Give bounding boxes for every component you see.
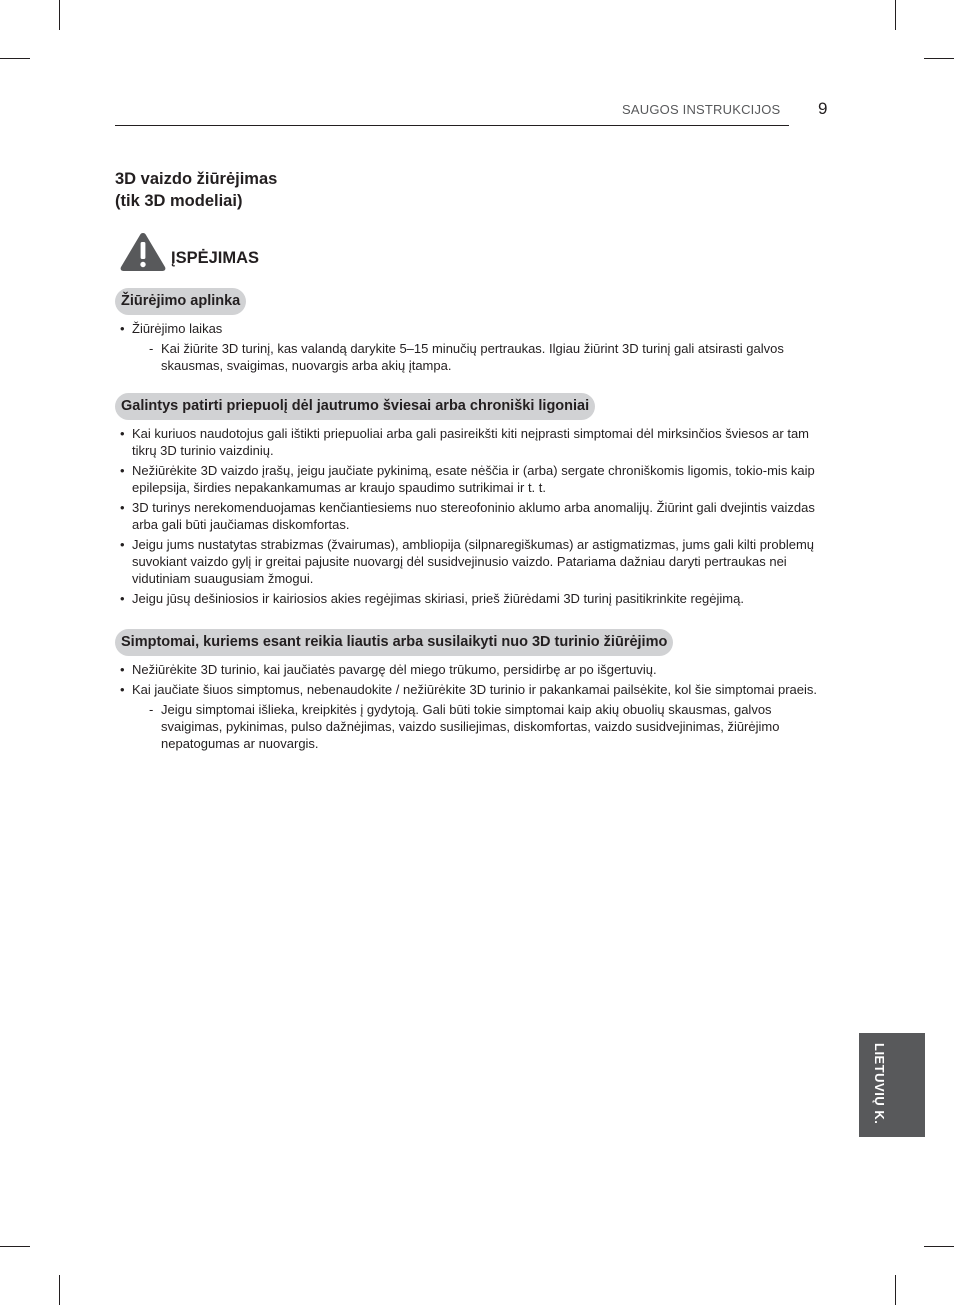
list-item [120,681,830,752]
list-item-text: Jeigu jums nustatytas strabizmas (žvairumas), ambliopija (silpnaregiškumas) ar astigmatizmas, jums gali kilti problemų suvokiant vaizdo gylį ir greitai pajusite nuovargį dėl susidvejinusio vaizdo. Patariama dažniau daryti pertraukas nei vidutiniam suaugusiam žmogui. [132,537,815,586]
crop-mark [924,58,954,59]
list-item-text: 3D turinys nerekomenduojamas kenčiantiesiems nuo stereofoninio aklumo arba anomalijų. Žiūrint gali dvejintis vaizdas arba gali būti jaučiamas diskomfortas. [132,500,815,532]
section-heading-photosensitivity: Galintys patirti priepuolį dėl jautrumo šviesai arba chroniški ligoniai [115,393,595,420]
warning-triangle-icon [119,230,167,272]
crop-mark [59,0,60,30]
crop-mark [59,1275,60,1305]
crop-mark [0,1246,30,1247]
running-header: SAUGOS INSTRUKCIJOS [622,102,781,117]
bullet-icon: • [120,500,125,515]
list-item-text: Žiūrėjimo laikas [132,321,223,336]
sub-item-text: Jeigu simptomai išlieka, kreipkitės į gydytoją. Gali būti tokie simptomai kaip akių obuolių skausmas, galvos svaigimas, pykinimas, pulso dažnėjimas, vaizdo susiliejimas, diskomfortas, vaizdo susidvejinimas, žiūrėjimo nepatogumas ar nuovargis. [161,702,780,751]
list-item-text: Nežiūrėkite 3D turinio, kai jaučiatės pavargę dėl miego trūkumo, persidirbę ar po išgertuvių. [132,662,657,677]
bullet-icon: • [120,591,125,606]
crop-mark [895,0,896,30]
bullet-icon: • [120,662,125,677]
sub-item [132,340,830,374]
bullet-icon: • [120,537,125,552]
crop-mark [924,1246,954,1247]
crop-mark [895,1275,896,1305]
language-tab [859,1033,925,1137]
list-item-text: Kai jaučiate šiuos simptomus, nebenaudokite / nežiūrėkite 3D turinio ir pakankamai pailsėkite, kol šie simptomai praeis. [132,682,818,697]
list-item [120,499,830,533]
section-heading-symptoms: Simptomai, kuriems esant reikia liautis arba susilaikyti nuo 3D turinio žiūrėjimo [115,629,673,656]
section-list-photosensitivity [120,425,830,610]
bullet-icon: • [120,321,125,336]
dash-icon: - [149,702,154,717]
bullet-icon: • [120,463,125,478]
header-divider [115,125,789,126]
page-title-line1: 3D vaizdo žiūrėjimas [115,170,278,188]
sub-item [132,701,830,752]
page-title-line2: (tik 3D modeliai) [115,192,243,210]
warning-label: ĮSPĖJIMAS [171,249,260,267]
list-item [120,462,830,496]
list-item [120,425,830,459]
warning-block [119,230,419,274]
bullet-icon: • [120,426,125,441]
list-item-text: Kai kuriuos naudotojus gali ištikti priepuoliai arba gali pasireikšti kiti neįprasti simptomai dėl mirksinčios šviesos ar tam tikrų 3D turinio vaizdinių. [132,426,810,458]
page-number: 9 [818,99,828,118]
list-item [120,590,830,607]
list-item-text: Nežiūrėkite 3D vaizdo įrašų, jeigu jaučiate pykinimą, esate nėščia ir (arba) sergate chroniškomis ligomis, tokio-mis kaip epilepsija, širdies nepakankamumas ar kraujo spaudimo sutrikimai ir t. t. [132,463,815,495]
section-list-viewing-environment [120,320,830,377]
section-heading-viewing-environment: Žiūrėjimo aplinka [115,288,246,315]
dash-icon: - [149,341,154,356]
list-item [120,661,830,678]
language-tab-label: LIETUVIŲ K. [872,1043,887,1125]
sub-item-text: Kai žiūrite 3D turinį, kas valandą darykite 5–15 minučių pertraukas. Ilgiau žiūrint 3D turinį gali atsirasti galvos skausmas, svaigimas, nuovargis arba akių įtampa. [161,341,784,373]
list-item-text: Jeigu jūsų dešiniosios ir kairiosios akies regėjimas skiriasi, prieš žiūrėdami 3D turinį pasitikrinkite regėjimą. [132,591,744,606]
list-item [120,536,830,587]
bullet-icon: • [120,682,125,697]
section-list-symptoms [120,661,830,755]
crop-mark [0,58,30,59]
list-item [120,320,830,374]
page-title [115,168,277,212]
